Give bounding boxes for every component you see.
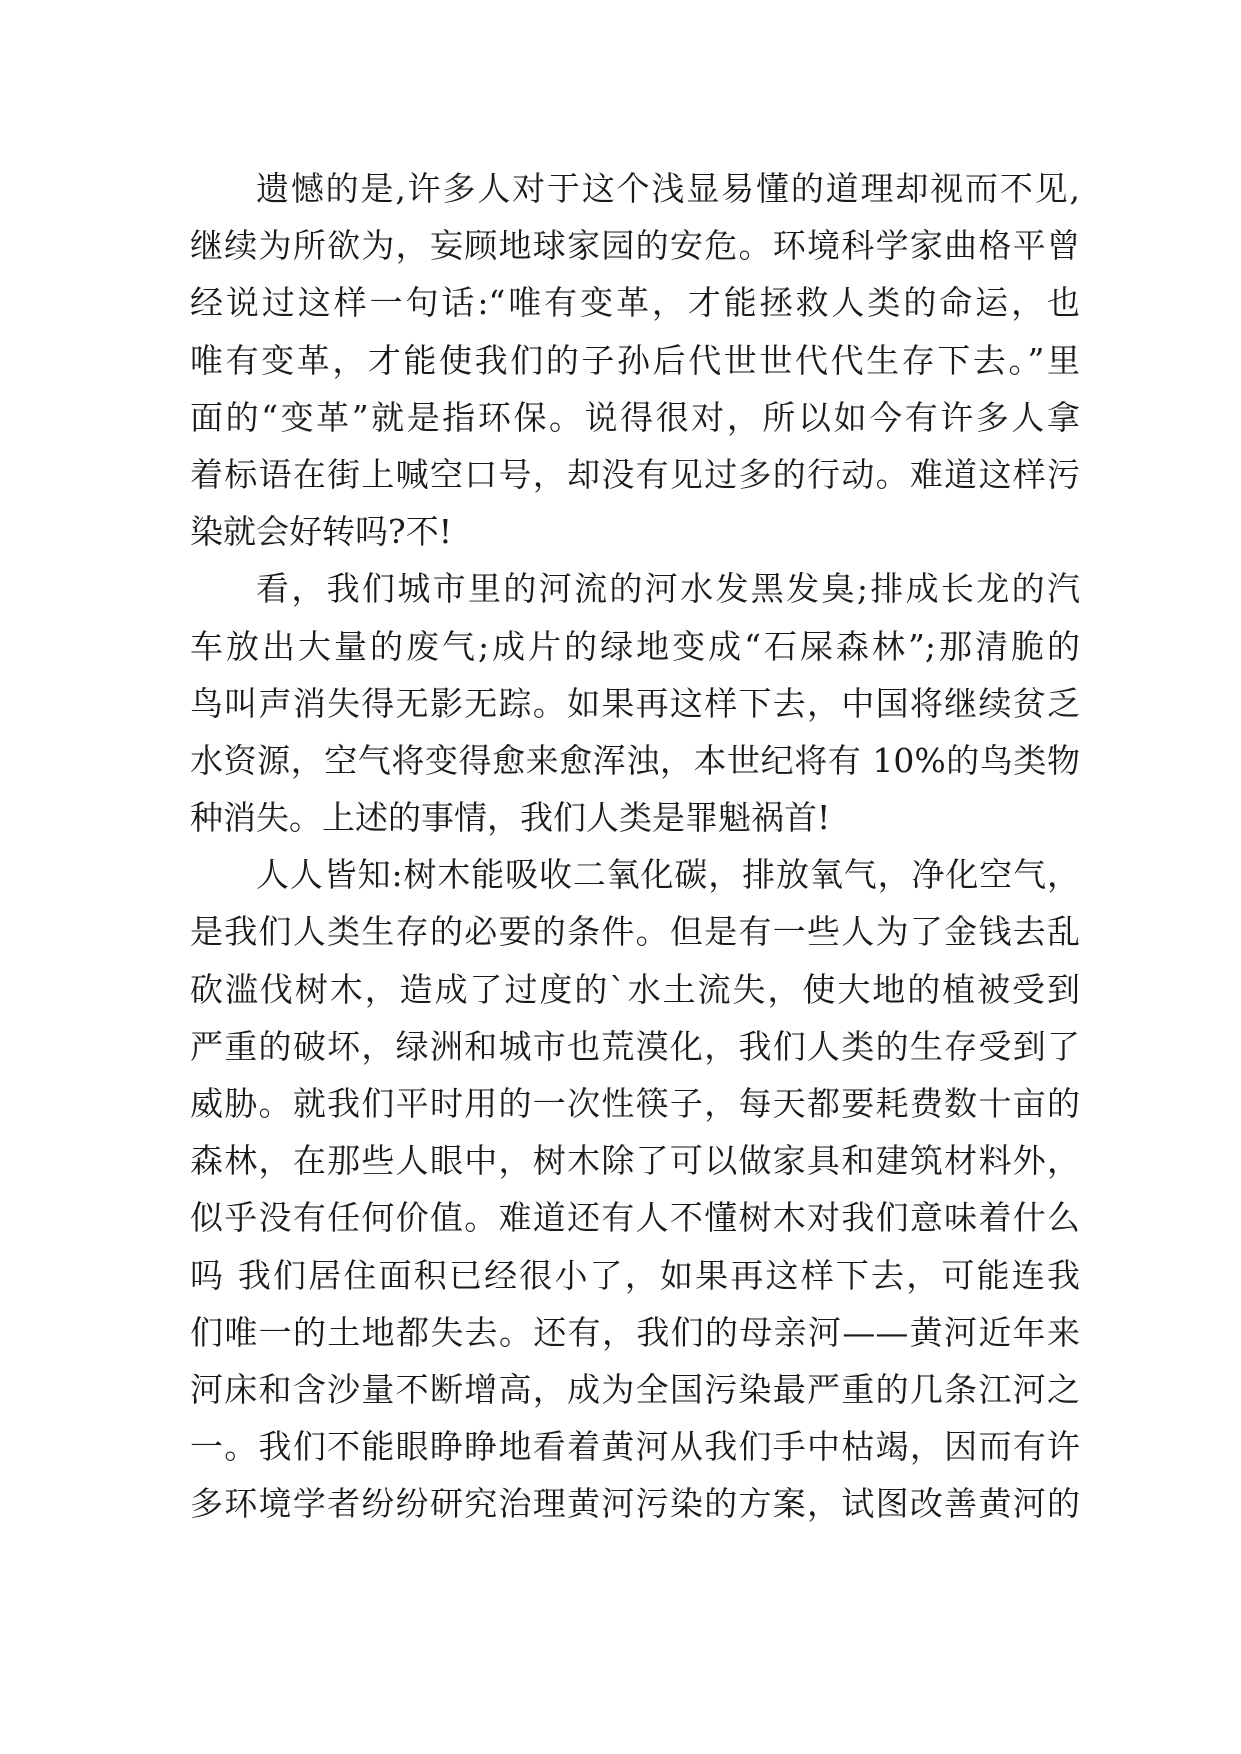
paragraph-line: 继续为所欲为，妄顾地球家园的安危。环境科学家曲格平曾 [190,226,1080,266]
paragraph-2 [190,560,1080,846]
paragraph-line: 人人皆知:树木能吸收二氧化碳，排放氧气，净化空气， [256,855,1080,895]
paragraph-line: 经说过这样一句话:“唯有变革，才能拯救人类的命运，也 [190,283,1080,323]
paragraph-line: 种消失。上述的事情，我们人类是罪魁祸首! [190,798,831,838]
paragraph-3 [190,846,1080,1532]
paragraph-line: 是我们人类生存的必要的条件。但是有一些人为了金钱去乱 [190,912,1080,952]
paragraph-line: 森林，在那些人眼中，树木除了可以做家具和建筑材料外， [190,1141,1080,1181]
paragraph-line: 威胁。就我们平时用的一次性筷子，每天都要耗费数十亩的 [190,1084,1080,1123]
paragraph-line: 似乎没有任何价值。难道还有人不懂树木对我们意味着什么 [190,1198,1080,1238]
paragraph-line: 多环境学者纷纷研究治理黄河污染的方案，试图改善黄河的 [190,1484,1080,1524]
paragraph-line: 水资源，空气将变得愈来愈浑浊，本世纪将有 10%的鸟类物 [190,740,1080,780]
paragraph-line: 唯有变革，才能使我们的子孙后代世世代代生存下去。”里 [190,340,1080,380]
paragraph-line: 着标语在街上喊空口号，却没有见过多的行动。难道这样污 [190,454,1080,494]
document-body [190,160,1080,1533]
paragraph-line: 鸟叫声消失得无影无踪。如果再这样下去，中国将继续贫乏 [190,683,1080,723]
paragraph-line: 车放出大量的废气;成片的绿地变成“石屎森林”;那清脆的 [190,626,1080,666]
paragraph-line: 染就会好转吗?不! [190,512,452,552]
paragraph-line: 一。我们不能眼睁睁地看着黄河从我们手中枯竭，因而有许 [190,1427,1080,1467]
paragraph-line: 看，我们城市里的河流的河水发黑发臭;排成长龙的汽 [256,569,1080,609]
paragraph-line: 河床和含沙量不断增高，成为全国污染最严重的几条江河之 [190,1369,1080,1409]
paragraph-line: 遗憾的是,许多人对于这个浅显易懂的道理却视而不见, [256,169,1080,208]
paragraph-line: 面的“变革”就是指环保。说得很对，所以如今有许多人拿 [190,397,1080,437]
paragraph-line: 们唯一的土地都失去。还有，我们的母亲河——黄河近年来 [190,1312,1080,1352]
paragraph-line: 吗 我们居住面积已经很小了，如果再这样下去，可能连我 [190,1255,1080,1295]
paragraph-line: 砍滥伐树木，造成了过度的`水土流失，使大地的植被受到 [190,969,1080,1009]
paragraph-1 [190,160,1080,560]
paragraph-line: 严重的破坏，绿洲和城市也荒漠化，我们人类的生存受到了 [190,1026,1080,1066]
